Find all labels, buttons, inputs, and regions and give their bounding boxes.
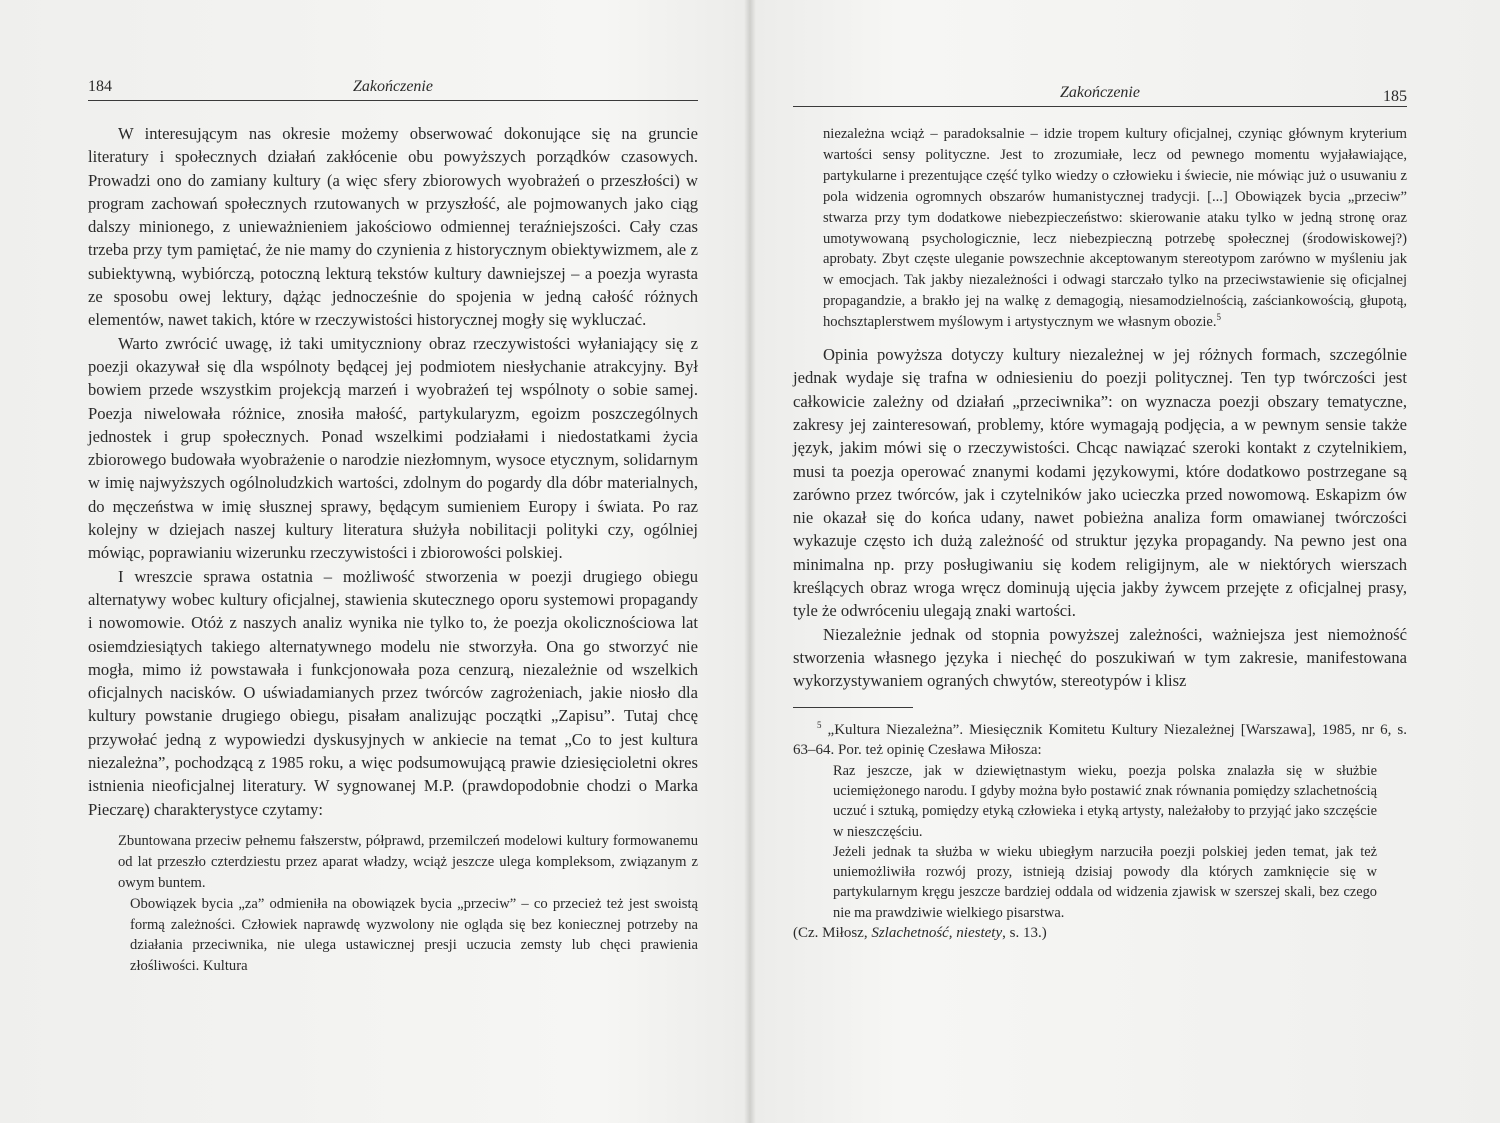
- left-page: [0, 0, 749, 1123]
- footnote-rule: [793, 707, 913, 708]
- footnote-reference-mark: 5: [1216, 312, 1222, 323]
- footnote-source-suffix: , s. 13.): [1002, 925, 1047, 942]
- footnote-text: „Kultura Niezależna”. Miesięcznik Komitetu Kultury Niezależnej [Warszawa], 1985, nr 6, s. 63–64. Por. też opinię Czesława Miłosza:: [793, 721, 1407, 759]
- right-paragraph-2: Niezależnie jednak od stopnia powyższej zależności, ważniejsza jest niemożność stworzenia własnego języka i niechęć do poszukiwań w tym zakresie, manifestowana wykorzystywaniem ograných chwytów, stereotypów i klisz: [793, 624, 1407, 691]
- footnote-source-prefix: (Cz. Miłosz,: [793, 925, 868, 942]
- right-running-head-title: Zakończenie: [1060, 84, 1140, 101]
- right-page: [751, 0, 1500, 1123]
- left-running-head: [88, 74, 698, 101]
- right-running-head: [793, 80, 1407, 107]
- footnote-source: [793, 923, 1407, 944]
- left-page-number: 184: [88, 78, 112, 95]
- left-paragraph-3: I wreszcie sprawa ostatnia – możliwość stworzenia w poezji drugiego obiegu alternatywy wobec kultury oficjalnej, stawienia skutecznego oporu systemowi propagandy i nowomowie. Otóż z naszych analiz wynika nie tylko to, że poezja okolicznościowa lat osiemdziesiątych takiego alternatywnego modelu nie stworzyła. Ona go stworzyć nie mogła, mimo iż powstawała i funkcjonowała poza cenzurą, niezależnie od wszelkich oficjalnych nacisków. O uświadamianych przez twórców zagrożeniach, jakie niosło dla kultury powstanie drugiego obiegu, pisałam analizując początki „Zapisu”. Tutaj chcę przywołać jedną z wypowiedzi dyskusyjnych w ankiecie na temat „Co to jest kultura niezależna”, pochodzącą z 1985 roku, a więc podsumowującą prawie dziesięcioletni okres istnienia nieoficjalnej literatury. W sygnowanej M.P. (prawdopodobnie chodzi o Marka Pieczarę) charakterystyce czytamy:: [88, 566, 698, 819]
- footnote-quote-rest: Jeżeli jednak ta służba w wieku ubiegłym narzuciła poezji polskiej jeden temat, jak też uniemożliwiła rozwój prozy, istnieją dzisiaj powody dla których zamknięcie się w partykularnym kręgu jeszcze bardziej oddala od widzenia zjawisk w szerszej skali, bez czego nie ma prawdziwie wielkiego pisarstwa.: [833, 843, 1377, 921]
- left-body-text: [88, 122, 698, 977]
- right-body-text: [793, 124, 1407, 944]
- footnote-mark: 5: [817, 719, 822, 730]
- left-paragraph-2: Warto zwrócić uwagę, iż taki umityczniony obraz rzeczywistości wyłaniający się z poezji okazywał się dla wspólnoty będącej jej podmiotem niesłychanie atrakcyjny. Był bowiem przede wszystkim projekcją marzeń i wyobrażeń tej wspólnoty o sobie samej. Poezja niwelowała różnice, znosiła małość, partykularyzm, egoizm poszczególnych jednostek i grup społecznych. Ponad wszelkimi podziałami i niedostatkami życia zbiorowego budowała wyobrażenie o narodzie niezłomnym, wysoce etycznym, solidarnym w imię najwyższych ogólnoludzkich wartości, zdolnym do pogardy dla dóbr materialnych, do męczeństwa w imię słusznej sprawy, będącym sumieniem Europy i świata. Po raz kolejny w dziejach naszej kultury literatura służyła nobilitacji polityki czy, ogólniej mówiąc, poprawianiu wizerunku rzeczywistości i zbiorowości polskiej.: [88, 333, 698, 563]
- right-paragraph-1: Opinia powyższa dotyczy kultury niezależnej w jej różnych formach, szczególnie jednak wydaje się trafna w odniesieniu do poezji politycznej. Ten typ twórczości jest całkowicie zależny od działań „przeciwnika”: on wyznacza poezji obszary tematyczne, zakresy jej zainteresowań, problemy, które wymagają podjęcia, a w pewnym sensie także język, jakim mówi się o rzeczywistości. Chcąc nawiązać szeroki kontakt z czytelnikiem, musi ta poezja operować znanymi kodami językowymi, które dodatkowo postrzegane są zarówno przez twórców, jak i czytelników jako ucieczka przed nowomową. Eskapizm ów nie okazał się do końca udany, nawet pobieżna analiza form omawianej twórczości wykazuje często ich dużą zależność od struktur języka propagandy. Na pewno jest ona minimalna np. przy posługiwaniu się kodem religijnym, ale w niektórych wierszach kreślących obraz wroga wręcz dominują ujęcia jakby żywcem przejęte z oficjalnej prasy, tyle że odwróceniu ulegają znaki wartości.: [793, 345, 1407, 621]
- footnote-source-title: Szlachetność, niestety: [871, 925, 1003, 942]
- left-running-head-title: Zakończenie: [353, 78, 433, 95]
- right-page-number: 185: [1383, 88, 1407, 105]
- left-quote-rest: Obowiązek bycia „za” odmieniła na obowiązek bycia „przeciw” – co przecież też jest swoistą formą zależności. Człowiek naprawdę wyzwolony nie ogląda się bez koniecznej potrzeby na działania przeciwnika, nie ulega ustawicznej presji uczucia zemsty lub chęci prawienia złośliwości. Kultura: [130, 895, 698, 975]
- left-paragraph-1: W interesującym nas okresie możemy obserwować dokonujące się na gruncie literatury i społecznych działań zakłócenie obu powyższych porządków czasowych. Prowadzi ono do zamiany kultury (a więc sfery zbiorowych wyobrażeń o przeszłości) w program zachowań społecznych rzutowanych w przyszłość, ale pojmowanych jako ciąg dalszy minionego, z unieważnieniem jakościowo odmiennej teraźniejszości. Cały czas trzeba przy tym pamiętać, że nie mamy do czynienia z historycznym obiektywizmem, ale z subiektywną, wybiórczą, potoczną lekturą tekstów kultury dawniejszej – a poezja wyrasta ze sposobu owej lektury, dążąc jednocześnie do spojenia w jedną całość różnych elementów, nawet takich, które w rzeczywistości historycznej mogły się wykluczać.: [88, 124, 698, 330]
- left-quote-first: Zbuntowana przeciw pełnemu fałszerstw, półprawd, przemilczeń modelowi kultury formowanemu od lat przeszło czterdziestu przez aparat władzy, wciąż jeszcze ulega kompleksom, związanym z owym buntem.: [118, 832, 698, 891]
- footnote-quote-first: Raz jeszcze, jak w dziewiętnastym wieku, poezja polska znalazła się w służbie uciemiężonego narodu. I gdyby można było postawić znak równania pomiędzy szlachetnością uczuć i sztuką, pomiędzy etyką człowieka i etyką artysty, należałoby to przyjąć jako szczęście w nieszczęściu.: [833, 762, 1377, 840]
- footnote-5: [793, 720, 1407, 761]
- right-quote-continuation: [793, 124, 1407, 333]
- right-quote-text: niezależna wciąż – paradoksalnie – idzie tropem kultury oficjalnej, czyniąc głównym kryterium wartości sensy polityczne. Jest to zrozumiałe, lecz od pewnego momentu wyjaławiające, partykularne i prezentujące część tylko wiedzy o człowieku i świecie, nie mówiąc już o usuwaniu z pola widzenia ogromnych obszarów humanistycznej tradycji. [...] Obowiązek bycia „przeciw” stwarza przy tym dodatkowe niebezpieczeństwo: skierowanie ataku tylko w jedną stronę oraz umotywowaną psychologicznie, lecz niebezpieczną potrzebę społecznej (środowiskowej?) aprobaty. Zbyt częste uleganie powszechnie akceptowanym stereotypom zarówno w myśleniu jak w emocjach. Tak jakby niezależności i odwagi starczało tylko na przeciwstawienie się oficjalnej propagandzie, a brakło jej na walkę z demagogią, niesamodzielnością, zaściankowością, głupotą, hochsztaplerstwem myślowym i artystycznym we własnym obozie.: [823, 126, 1407, 331]
